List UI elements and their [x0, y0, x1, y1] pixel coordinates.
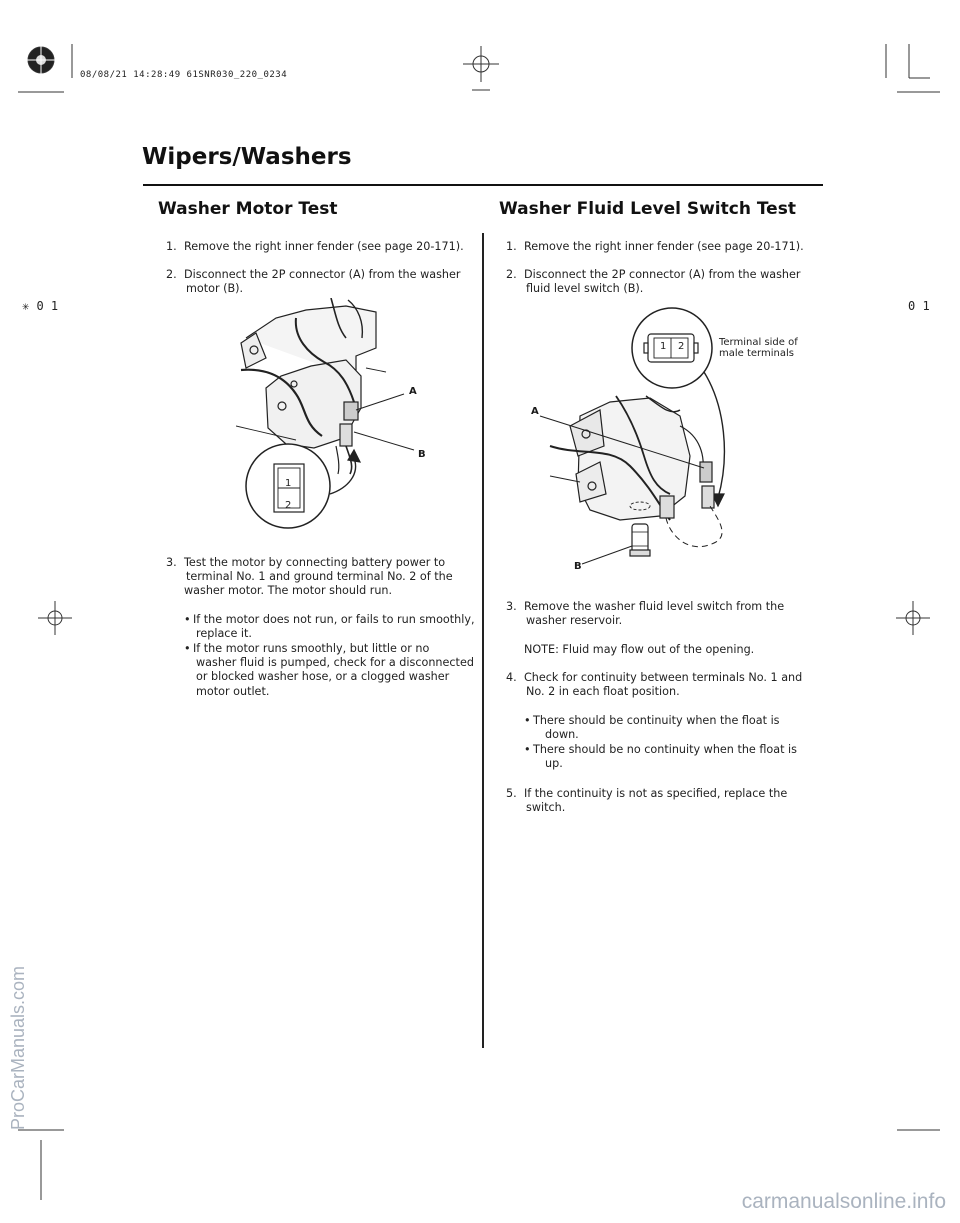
step-text-continued: No. 2 in each float position.	[526, 685, 680, 699]
right-step-5	[506, 787, 806, 815]
left-step-1	[166, 240, 466, 254]
step-text: Check for continuity between terminals No. 1 and	[524, 671, 803, 684]
watermark-procarmanuals: ProCarManuals.com	[8, 965, 28, 1130]
step-text: Remove the right inner fender (see page 20-171).	[184, 240, 464, 253]
print-stamp: 08/08/21 14:28:49 61SNR030_220_0234	[80, 70, 288, 80]
step-text: If the continuity is not as specified, replace the	[524, 787, 788, 800]
bullet-text-continued: motor outlet.	[196, 684, 270, 698]
right-step-2	[506, 268, 806, 296]
left-step-3	[166, 556, 466, 599]
pin-2-label: 2	[285, 500, 292, 511]
watermark-carmanualsonline: carmanualsonline.info	[741, 1190, 946, 1213]
left-bullet-2	[184, 642, 484, 699]
right-step-4	[506, 671, 806, 699]
step-number: 3.	[506, 600, 517, 613]
right-bullet-1	[524, 714, 824, 742]
fluid-level-switch-illustration	[520, 306, 745, 576]
bullet-text-continued: or blocked washer hose, or a clogged washer	[196, 670, 450, 684]
step-text-continued: fluid level switch (B).	[526, 282, 644, 296]
step-number: 1.	[166, 240, 177, 253]
bullet-text-continued: up.	[545, 757, 563, 771]
right-bullet-2	[524, 743, 824, 771]
callout-b: B	[574, 561, 582, 572]
step-text: Test the motor by connecting battery power to	[184, 556, 446, 569]
left-bullet-1	[184, 613, 484, 641]
bullet-dot: •	[524, 714, 531, 727]
step-number: 5.	[506, 787, 517, 800]
washer-fluid-level-switch-test-title: Washer Fluid Level Switch Test	[499, 199, 796, 219]
step-number: 1.	[506, 240, 517, 253]
step-text-continued: switch.	[526, 801, 566, 815]
page-title: Wipers/Washers	[142, 144, 352, 170]
step-text-continued: motor (B).	[186, 282, 244, 296]
callout-a: A	[409, 386, 417, 397]
washer-motor-test-title: Washer Motor Test	[158, 199, 338, 219]
bullet-text: If the motor runs smoothly, but little or no	[193, 642, 430, 655]
right-step-3	[506, 600, 806, 628]
step-text-continued: washer reservoir.	[526, 614, 623, 628]
callout-a: A	[531, 406, 539, 417]
header-rule	[143, 184, 823, 186]
bullet-text-continued: washer fluid is pumped, check for a disconnected	[196, 656, 474, 670]
bullet-text: If the motor does not run, or fails to run smoothly,	[193, 613, 475, 626]
step-number: 4.	[506, 671, 517, 684]
side-mark-right: 0 1	[908, 299, 930, 313]
bullet-text-continued: replace it.	[196, 627, 252, 641]
bullet-text-continued: down.	[545, 728, 579, 742]
side-mark-left: ✳ 0 1	[22, 299, 59, 313]
terminal-note-line-2: male terminals	[719, 348, 794, 359]
step-text: Remove the washer fluid level switch from the	[524, 600, 785, 613]
bullet-dot: •	[524, 743, 531, 756]
bullet-text: There should be continuity when the float is	[533, 714, 780, 727]
pin-1-label: 1	[285, 478, 292, 489]
step-number: 3.	[166, 556, 177, 569]
step-number: 2.	[166, 268, 177, 281]
terminal-note-line-1: Terminal side of	[719, 337, 798, 348]
washer-motor-illustration	[236, 298, 446, 530]
step-text: Disconnect the 2P connector (A) from the washer	[524, 268, 801, 281]
step-text-continued: washer motor. The motor should run.	[184, 584, 393, 598]
pin-2-label: 2	[678, 341, 685, 352]
right-step-1	[506, 240, 806, 254]
bullet-text: There should be no continuity when the float is	[533, 743, 797, 756]
left-step-2	[166, 268, 466, 296]
step-text-continued: terminal No. 1 and ground terminal No. 2 of the	[186, 570, 453, 584]
terminal-note	[719, 337, 798, 359]
bullet-dot: •	[184, 642, 191, 655]
fluid-note: NOTE: Fluid may flow out of the opening.	[524, 643, 755, 656]
callout-b: B	[418, 449, 426, 460]
bullet-dot: •	[184, 613, 191, 626]
step-text: Disconnect the 2P connector (A) from the washer	[184, 268, 461, 281]
step-text: Remove the right inner fender (see page 20-171).	[524, 240, 804, 253]
pin-1-label: 1	[660, 341, 667, 352]
step-number: 2.	[506, 268, 517, 281]
